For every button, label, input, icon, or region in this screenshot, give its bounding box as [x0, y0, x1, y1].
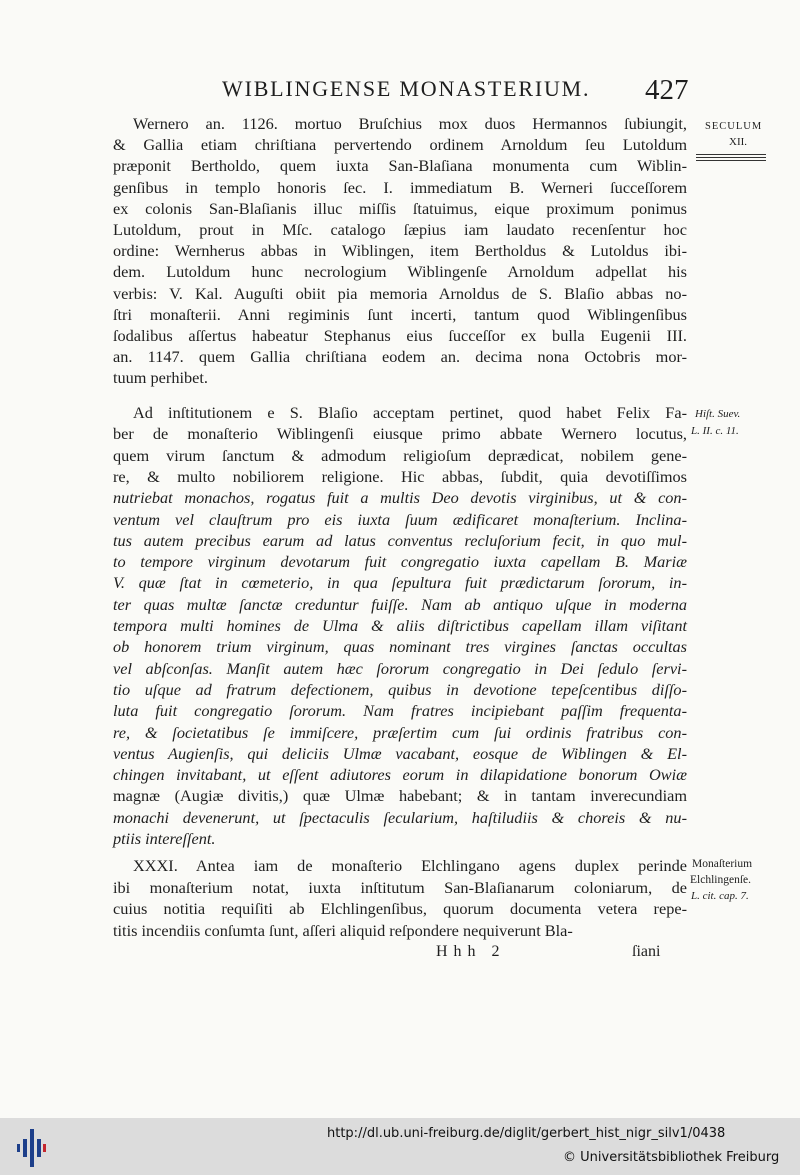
- margin-note-hist-suev: Hiſt. Suev.: [695, 408, 741, 420]
- text-line: Wernero an. 1126. mortuo Bruſchius mox duos Hermannos ſubiungit,: [133, 114, 687, 133]
- text-line: tio uſque ad fratrum defectionem, quibus in devotione tepeſcentibus diſſo-: [113, 679, 687, 699]
- text-line: luta fuit congregatio ſororum. Nam fratres incipiebant paſſim frequenta-: [113, 701, 687, 721]
- text-line: tus autem precibus earum ad latus conventus recluſorium fecit, in quo mul-: [113, 530, 687, 550]
- text-line: vel abſconſas. Manſit autem hæc ſororum congregatio in Dei ſedulo ſervi-: [113, 658, 687, 678]
- text-line: verbis: V. Kal. Auguſti obiit pia memoria Arnoldus de S. Blaſio abbas no-: [113, 283, 687, 303]
- text-line: & Gallia etiam chriſtiana pervertendo ordinem Arnoldum ſeu Lutoldum: [113, 135, 687, 155]
- ub-freiburg-logo-icon[interactable]: [17, 1127, 47, 1169]
- margin-rule: [696, 154, 766, 155]
- text-line: an. 1147. quem Gallia chriſtiana eodem an. decima nona Octobris mor-: [113, 347, 687, 367]
- margin-rule: [696, 157, 766, 158]
- text-line: ventum vel clauſtrum pro eis iuxta ſuum ædificaret monaſterium. Inclina-: [113, 509, 687, 529]
- text-line: re, & ſocietatibus ſe immiſcere, præſertim cum ſui ordinis fratribus con-: [113, 722, 687, 742]
- text-line: tempora multi homines de Ulma & aliis diſtrictibus capellam illam viſitant: [113, 616, 687, 635]
- text-line: Lutoldum, prout in Mſc. catalogo ſæpius iam laudato recenſentur hoc: [113, 220, 687, 239]
- text-line: titis incendiis conſumta ſunt, aſſeri aliquid reſpondere nequiverunt Bla-: [113, 920, 573, 940]
- text-line: re, & multo nobiliorem religione. Hic abbas, ſubdit, quia devotiſſimos: [113, 466, 687, 486]
- text-line: to tempore virginum devotarum fuit congregatio iuxta capellam B. Mariæ: [113, 552, 687, 572]
- text-line: ter quas multæ ſanctæ creduntur fuiſſe. Nam ab antiquo uſque in moderna: [113, 594, 687, 614]
- text-line: cuius notitia requiſiti ab Elchlingenſibus, quorum documenta vetera repe-: [113, 899, 687, 918]
- text-line: genſibus in templo honoris ſec. I. immediatum B. Werneri ſucceſſorem: [113, 177, 687, 197]
- margin-note-elchlingense: Elchlingenſe.: [690, 874, 751, 886]
- text-line: monachi devenerunt, ut ſpectaculis ſecularium, haſtiludiis & choreis & nu-: [113, 807, 687, 827]
- text-line: ſodalibus aſſertus habeatur Stephanus eius ſucceſſor ex bulla Eugenii III.: [113, 326, 687, 345]
- margin-note-monasterium: Monaſterium: [692, 858, 753, 870]
- copyright-notice: © Universitätsbibliothek Freiburg: [563, 1150, 780, 1165]
- margin-seculum-number: XII.: [729, 136, 748, 148]
- text-line: chingen invitabant, ut eſſent adiutores eorum in dilapidatione bonorum Owiæ: [113, 765, 687, 785]
- viewer-footer: [0, 1118, 800, 1175]
- text-line: V. quæ ſtat in cœmeterio, in qua ſepultura fuit prædictarum ſororum, in-: [113, 573, 687, 593]
- text-line: ptiis intereſſent.: [113, 829, 216, 848]
- text-line: ex colonis San-Blaſianis illuc miſſis ſtatuimus, eique proximum ponimus: [113, 198, 687, 218]
- page-number: 427: [645, 74, 689, 106]
- catchword: ſiani: [632, 943, 661, 960]
- text-line: dem. Lutoldum hunc necrologium Wiblingenſe Arnoldum adpellat his: [113, 262, 687, 282]
- text-line: magnæ (Augiæ divitis,) quæ Ulmæ habebant; & in tantam inverecundiam: [113, 786, 687, 806]
- text-line: ber de monaſterio Wiblingenſi eiusque primo abbate Wernero locutus,: [113, 424, 687, 444]
- text-line: nutriebat monachos, rogatus fuit a multis Deo devotis virginibus, ut & con-: [113, 488, 687, 508]
- signature-mark: Hhh 2: [436, 943, 506, 960]
- text-line: ſtri monaſterii. Anni regiminis ſunt incerti, tantum quod Wiblingenſibus: [113, 304, 687, 324]
- margin-note-loc-cit: L. cit. cap. 7.: [691, 890, 749, 902]
- text-line: ibi monaſterium notat, iuxta inſtitutum San-Blaſianarum coloniarum, de: [113, 877, 687, 897]
- text-line: ventus Augienſis, qui deliciis Ulmæ vacabant, eosque de Wiblingen & El-: [113, 743, 687, 763]
- margin-seculum: SECULUM: [705, 121, 763, 132]
- text-line: XXXI. Antea iam de monaſterio Elchlingano agens duplex perinde: [133, 856, 687, 875]
- source-url-link[interactable]: http://dl.ub.uni-freiburg.de/diglit/gerbert_hist_nigr_silv1/0438: [327, 1126, 726, 1141]
- text-line: Ad inſtitutionem e S. Blaſio acceptam pertinet, quod habet Felix Fa-: [133, 403, 687, 422]
- margin-rule: [696, 160, 766, 161]
- text-line: quem virum ſanctum & admodum religioſum deprædicat, nobilem gene-: [113, 445, 687, 465]
- text-line: ordine: Wernherus abbas in Wiblingen, item Bertholdus & Lutoldus ibi-: [113, 241, 687, 261]
- margin-note-hist-suev-ref: L. II. c. 11.: [691, 425, 739, 437]
- text-line: ob honorem trium virginum, quas nominant tres virgines ſanctas occultas: [113, 637, 687, 657]
- text-line: præponit Bertholdo, quem iuxta San-Blaſiana monumenta cum Wiblin-: [113, 156, 687, 176]
- running-head: WIBLINGENSE MONASTERIUM.: [222, 76, 591, 101]
- text-line: tuum perhibet.: [113, 368, 208, 388]
